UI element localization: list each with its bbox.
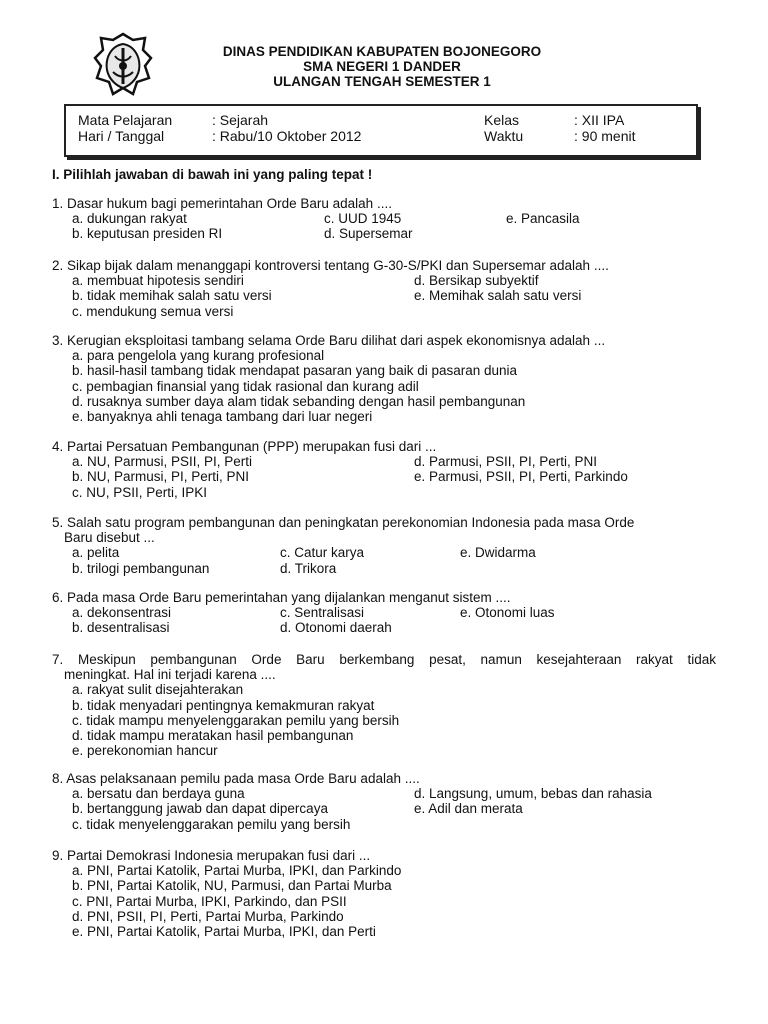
class-label: Kelas bbox=[484, 112, 520, 128]
header-school: SMA NEGERI 1 DANDER bbox=[303, 59, 461, 74]
option-d: d. Supersemar bbox=[324, 226, 413, 242]
option-d: d. tidak mampu meratakan hasil pembangunan bbox=[72, 727, 354, 743]
date-label: Hari / Tanggal bbox=[78, 128, 165, 144]
option-a: a. bersatu dan berdaya guna bbox=[72, 786, 245, 802]
option-a: a. membuat hipotesis sendiri bbox=[72, 273, 244, 289]
option-e: e. Pancasila bbox=[506, 211, 580, 227]
option-b: b. bertanggung jawab dan dapat dipercaya bbox=[72, 801, 328, 817]
question-5 bbox=[52, 515, 716, 576]
question-stem: 8. Asas pelaksanaan pemilu pada masa Orde Baru adalah .... bbox=[52, 771, 420, 786]
option-c: c. PNI, Partai Murba, IPKI, Parkindo, dan PSII bbox=[72, 893, 347, 909]
option-c: c. Sentralisasi bbox=[280, 605, 365, 621]
subject-label: Mata Pelajaran bbox=[78, 112, 173, 128]
subject-value: : Sejarah bbox=[212, 112, 269, 128]
header-agency: DINAS PENDIDIKAN KABUPATEN BOJONEGORO bbox=[222, 44, 542, 59]
class-value: : XII IPA bbox=[574, 112, 625, 128]
option-b: b. PNI, Partai Katolik, NU, Parmusi, dan Partai Murba bbox=[72, 878, 392, 894]
option-a: a. dukungan rakyat bbox=[72, 211, 187, 227]
question-stem: 9. Partai Demokrasi Indonesia merupakan fusi dari ... bbox=[52, 848, 371, 863]
option-c: c. pembagian finansial yang tidak rasional dan kurang adil bbox=[72, 378, 419, 394]
option-d: d. Trikora bbox=[280, 560, 337, 576]
option-a: a. dekonsentrasi bbox=[72, 605, 172, 621]
document-header bbox=[170, 44, 594, 89]
option-c: c. tidak mampu menyelenggarakan pemilu yang bersih bbox=[72, 712, 400, 728]
date-value: : Rabu/10 Oktober 2012 bbox=[212, 128, 362, 144]
option-b: b. hasil-hasil tambang tidak mendapat pasaran yang baik di pasaran dunia bbox=[72, 363, 518, 379]
question-stem: 1. Dasar hukum bagi pemerintahan Orde Baru adalah .... bbox=[52, 196, 392, 211]
question-2 bbox=[52, 258, 716, 319]
option-c: c. mendukung semua versi bbox=[72, 303, 234, 319]
option-a: a. pelita bbox=[72, 545, 120, 561]
question-stem: 6. Pada masa Orde Baru pemerintahan yang dijalankan menganut sistem .... bbox=[52, 590, 511, 605]
option-d: d. Langsung, umum, bebas dan rahasia bbox=[414, 786, 652, 802]
question-4 bbox=[52, 439, 716, 500]
option-d: d. Parmusi, PSII, PI, Perti, PNI bbox=[414, 454, 598, 470]
exam-info-box bbox=[64, 104, 698, 157]
section-title: I. Pilihlah jawaban di bawah ini yang paling tepat ! bbox=[52, 167, 373, 182]
question-7 bbox=[52, 652, 716, 758]
option-e: e. Parmusi, PSII, PI, Perti, Parkindo bbox=[414, 469, 628, 485]
option-c: c. tidak menyelenggarakan pemilu yang bersih bbox=[72, 816, 351, 832]
option-b: b. desentralisasi bbox=[72, 620, 170, 636]
question-stem-continued: meningkat. Hal ini terjadi karena .... bbox=[64, 667, 276, 683]
option-a: a. NU, Parmusi, PSII, PI, Perti bbox=[72, 454, 253, 470]
crest-logo-icon bbox=[93, 32, 153, 102]
option-e: e. PNI, Partai Katolik, Partai Murba, IPKI, dan Perti bbox=[72, 923, 376, 939]
question-3 bbox=[52, 333, 716, 424]
option-d: d. Bersikap subyektif bbox=[414, 273, 539, 289]
option-e: e. Adil dan merata bbox=[414, 801, 523, 817]
option-b: b. trilogi pembangunan bbox=[72, 560, 210, 576]
option-b: b. tidak memihak salah satu versi bbox=[72, 288, 272, 304]
option-c: c. Catur karya bbox=[280, 545, 365, 561]
question-1 bbox=[52, 196, 716, 242]
question-stem: 4. Partai Persatuan Pembangunan (PPP) merupakan fusi dari ... bbox=[52, 439, 437, 454]
time-value: : 90 menit bbox=[574, 128, 636, 144]
question-9 bbox=[52, 848, 716, 939]
question-8 bbox=[52, 771, 716, 832]
option-a: a. PNI, Partai Katolik, Partai Murba, IPKI, dan Parkindo bbox=[72, 863, 402, 879]
question-6 bbox=[52, 590, 716, 636]
time-label: Waktu bbox=[484, 128, 524, 144]
question-stem-continued: Baru disebut ... bbox=[64, 530, 155, 546]
question-stem: 2. Sikap bijak dalam menanggapi kontroversi tentang G-30-S/PKI dan Supersemar adalah .... bbox=[52, 258, 609, 273]
option-e: e. Dwidarma bbox=[460, 545, 536, 561]
header-exam: ULANGAN TENGAH SEMESTER 1 bbox=[273, 74, 491, 89]
option-a: a. rakyat sulit disejahterakan bbox=[72, 682, 244, 698]
option-d: d. PNI, PSII, PI, Perti, Partai Murba, Parkindo bbox=[72, 908, 344, 924]
option-d: d. Otonomi daerah bbox=[280, 620, 392, 636]
option-c: c. NU, PSII, Perti, IPKI bbox=[72, 484, 208, 500]
question-stem: 5. Salah satu program pembangunan dan peningkatan perekonomian Indonesia pada masa Orde bbox=[52, 515, 635, 530]
option-b: b. NU, Parmusi, PI, Perti, PNI bbox=[72, 469, 250, 485]
option-a: a. para pengelola yang kurang profesional bbox=[72, 348, 325, 364]
question-stem: 3. Kerugian eksploitasi tambang selama Orde Baru dilihat dari aspek ekonomisnya adalah ... bbox=[52, 333, 606, 348]
option-b: b. keputusan presiden RI bbox=[72, 226, 223, 242]
option-b: b. tidak menyadari pentingnya kemakmuran rakyat bbox=[72, 697, 375, 713]
option-e: e. Otonomi luas bbox=[460, 605, 555, 621]
option-d: d. rusaknya sumber daya alam tidak sebanding dengan hasil pembangunan bbox=[72, 393, 526, 409]
option-c: c. UUD 1945 bbox=[324, 211, 402, 227]
option-e: e. Memihak salah satu versi bbox=[414, 288, 582, 304]
option-e: e. banyaknya ahli tenaga tambang dari luar negeri bbox=[72, 408, 373, 424]
question-stem: 7. Meskipun pembangunan Orde Baru berkembang pesat, namun kesejahteraan rakyat tidak bbox=[52, 652, 716, 667]
option-e: e. perekonomian hancur bbox=[72, 743, 218, 759]
